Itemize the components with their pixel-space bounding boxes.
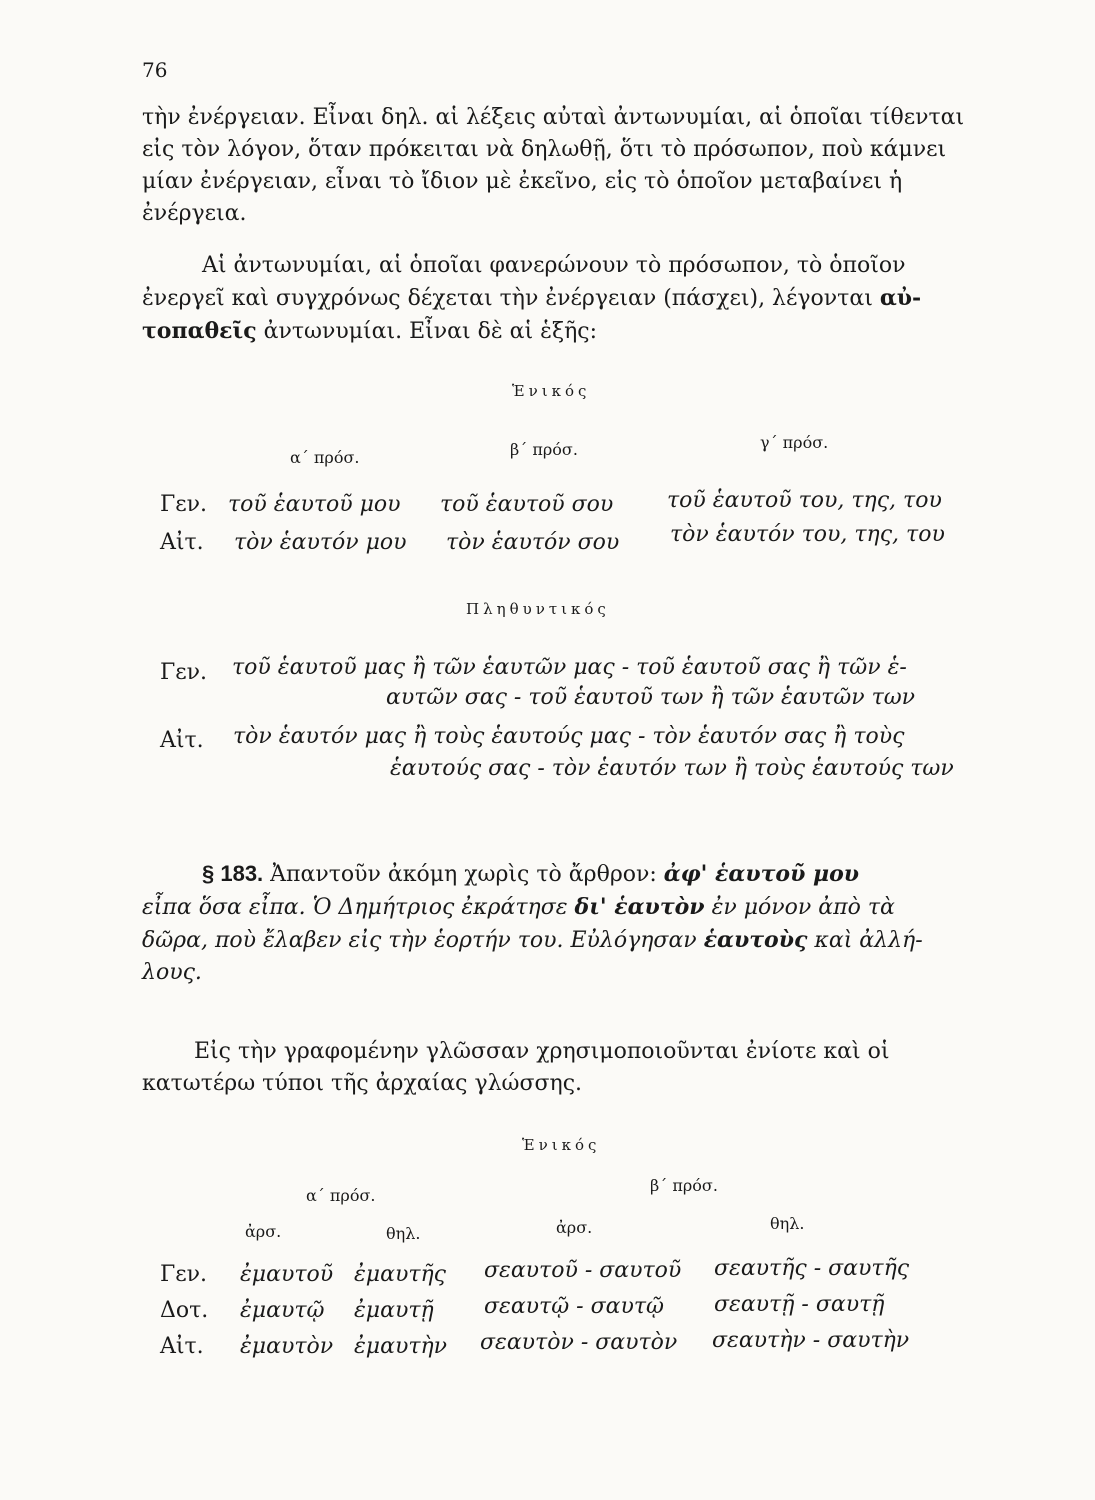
pronoun-form: τοῦ ἑαυτοῦ του, της, του xyxy=(667,488,942,513)
page-number: 76 xyxy=(142,58,168,82)
reflexive-line xyxy=(142,282,972,315)
reflexive-paragraph xyxy=(142,250,972,348)
person-label: β΄ πρόσ. xyxy=(510,440,578,459)
singular-heading: Ἑνικός xyxy=(512,382,591,400)
gender-label: θηλ. xyxy=(386,1224,421,1243)
pronoun-form: ἑαυτούς σας - τὸν ἑαυτόν των ἢ τοὺς ἑαυτούς των xyxy=(390,756,954,781)
example-bold: ἑαυτοὺς xyxy=(703,927,808,953)
reflexive-text: ἀντωνυμίαι. Εἶναι δὲ αἱ ἑξῆς: xyxy=(263,319,597,344)
intro-paragraph xyxy=(142,102,972,230)
pronoun-form: σεαυτὴν - σαυτὴν xyxy=(712,1328,910,1353)
case-label: Δοτ. xyxy=(160,1298,209,1323)
person-label: α΄ πρόσ. xyxy=(306,1186,376,1205)
written-language-paragraph xyxy=(142,1036,972,1100)
paragraph-line: Εἰς τὴν γραφομένην γλῶσσαν χρησιμοποιοῦνται ἐνίοτε καὶ οἱ xyxy=(194,1039,890,1064)
pronoun-form: σεαυτῆς - σαυτῆς xyxy=(714,1256,910,1281)
pronoun-form: ἐμαυτῷ xyxy=(240,1298,325,1323)
case-label: Γεν. xyxy=(160,492,208,517)
pronoun-form: σεαυτῇ - σαυτῇ xyxy=(714,1292,885,1317)
gender-label: ἀρσ. xyxy=(556,1218,593,1237)
intro-line: ἐνέργεια. xyxy=(142,201,247,226)
pronoun-form: αυτῶν σας - τοῦ ἑαυτοῦ των ἢ τῶν ἑαυτῶν των xyxy=(386,685,916,710)
pronoun-form: ἐμαυτὴν xyxy=(354,1334,448,1359)
section-183 xyxy=(142,858,972,989)
pronoun-form: τοῦ ἑαυτοῦ σου xyxy=(440,492,614,517)
example-text: δῶρα, ποὺ ἔλαβεν εἰς τὴν ἑορτήν του. Εὐλόγησαν xyxy=(142,928,697,953)
pronoun-form: σεαυτοῦ - σαυτοῦ xyxy=(484,1258,682,1283)
term-bold: αὐ- xyxy=(879,285,922,311)
reflexive-line: Αἱ ἀντωνυμίαι, αἱ ὁποῖαι φανερώνουν τὸ πρόσωπον, τὸ ὁποῖον xyxy=(202,253,906,278)
person-label: α΄ πρόσ. xyxy=(290,448,360,467)
term-bold: τοπαθεῖς xyxy=(142,318,257,344)
pronoun-form: σεαυτὸν - σαυτὸν xyxy=(480,1330,678,1355)
intro-line: τὴν ἐνέργειαν. Εἶναι δηλ. αἱ λέξεις αὐταὶ ἀντωνυμίαι, αἱ ὁποῖαι τίθενται xyxy=(142,105,965,130)
example-text: ἐν μόνον ἀπὸ τὰ xyxy=(711,895,895,920)
case-label: Αἰτ. xyxy=(160,728,204,753)
case-label: Αἰτ. xyxy=(160,530,204,555)
section-line xyxy=(142,891,972,924)
person-label: γ΄ πρόσ. xyxy=(760,433,829,452)
gender-label: θηλ. xyxy=(770,1214,805,1233)
person-label: β΄ πρόσ. xyxy=(650,1176,718,1195)
section-text: Ἀπαντοῦν ἀκόμη χωρὶς τὸ ἄρθρον: xyxy=(270,862,657,887)
example-bold: δι' ἑαυτὸν xyxy=(574,894,705,920)
reflexive-text: ἐνεργεῖ καὶ συγχρόνως δέχεται τὴν ἐνέργειαν (πάσχει), λέγονται xyxy=(142,286,873,311)
intro-line: μίαν ἐνέργειαν, εἶναι τὸ ἴδιον μὲ ἐκεῖνο, εἰς τὸ ὁποῖον μεταβαίνει ἡ xyxy=(142,169,903,194)
section-line: λους. xyxy=(142,960,202,985)
pronoun-form: τὸν ἑαυτόν μας ἢ τοὺς ἑαυτούς μας - τὸν ἑαυτόν σας ἢ τοὺς xyxy=(233,724,905,749)
case-label: Γεν. xyxy=(160,660,208,685)
gender-label: ἀρσ. xyxy=(245,1222,282,1241)
case-label: Γεν. xyxy=(160,1262,208,1287)
pronoun-form: ἐμαυτῆς xyxy=(354,1262,447,1287)
intro-line: εἰς τὸν λόγον, ὅταν πρόκειται νὰ δηλωθῇ, ὅτι τὸ πρόσωπον, ποὺ κάμνει xyxy=(142,137,947,162)
reflexive-line xyxy=(142,315,972,348)
case-label: Αἰτ. xyxy=(160,1334,204,1359)
paragraph-line: κατωτέρω τύποι τῆς ἀρχαίας γλώσσης. xyxy=(142,1071,583,1096)
pronoun-form: τὸν ἑαυτόν μου xyxy=(234,530,407,555)
section-line xyxy=(142,858,972,891)
pronoun-form: ἐμαυτῇ xyxy=(354,1298,434,1323)
pronoun-form: τὸν ἑαυτόν σου xyxy=(446,530,620,555)
pronoun-form: τοῦ ἑαυτοῦ μου xyxy=(228,492,401,517)
example-bold: ἀφ' ἑαυτοῦ μου xyxy=(663,861,860,887)
pronoun-form: ἐμαυτοῦ xyxy=(240,1262,334,1287)
section-number: § 183. xyxy=(202,861,264,886)
pronoun-form: ἐμαυτὸν xyxy=(240,1334,334,1359)
example-text: εἶπα ὅσα εἶπα. Ὁ Δημήτριος ἐκράτησε xyxy=(142,895,568,920)
ancient-heading: Ἑνικός xyxy=(522,1136,601,1154)
section-line xyxy=(142,924,972,957)
example-text: καὶ ἀλλή- xyxy=(814,928,923,953)
pronoun-form: τὸν ἑαυτόν του, της, του xyxy=(670,522,945,547)
pronoun-form: σεαυτῷ - σαυτῷ xyxy=(484,1294,664,1319)
plural-heading: Πληθυντικός xyxy=(466,600,610,618)
pronoun-form: τοῦ ἑαυτοῦ μας ἢ τῶν ἑαυτῶν μας - τοῦ ἑαυτοῦ σας ἢ τῶν ἑ- xyxy=(232,655,907,680)
